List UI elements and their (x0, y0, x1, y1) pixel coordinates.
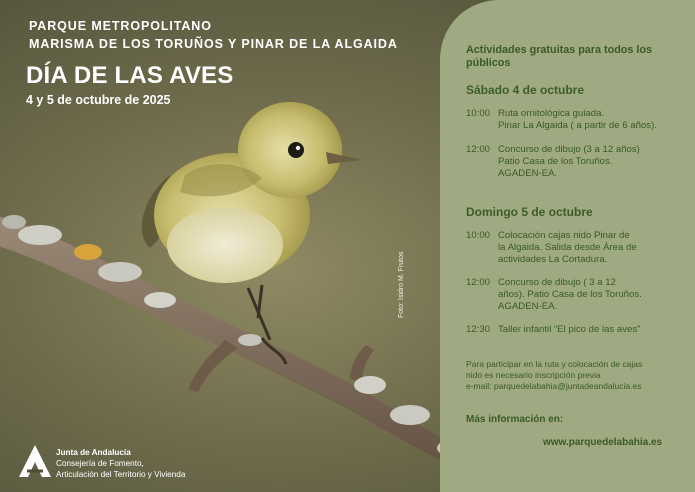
info-panel (440, 0, 695, 492)
website-link[interactable]: www.parquedelabahia.es (543, 437, 663, 448)
event-title: DÍA DE LAS AVES (26, 62, 234, 89)
more-info-label: Más información en: (466, 414, 564, 425)
schedule-text: Patio Casa de los Toruños. (498, 156, 613, 167)
schedule-item (466, 230, 691, 270)
logo-org-name: Junta de Andalucía (56, 448, 131, 457)
schedule-text: Pinar La Algaida ( a partir de 6 años). (498, 120, 657, 131)
schedule-text: Ruta ornitológica guiada. (498, 108, 605, 119)
schedule-text: Concurso de dibujo (3 a 12 años) (498, 144, 640, 155)
event-dates: 4 y 5 de octubre de 2025 (26, 93, 171, 107)
schedule-text: años). Patio Casa de los Toruños. (498, 289, 642, 300)
schedule-item (466, 277, 691, 317)
schedule-text: Colocación cajas nido Pinar de (498, 230, 630, 241)
park-name-line-1: PARQUE METROPOLITANO (29, 19, 212, 33)
registration-note-line-1: Para participar en la ruta y colocación de cajas (466, 359, 643, 369)
schedule-time: 12:30 (466, 324, 491, 335)
activities-heading-line-2: públicos (466, 57, 511, 69)
schedule-text: Concurso de dibujo ( 3 a 12 (498, 277, 616, 288)
schedule-item (466, 324, 691, 338)
schedule-time: 12:00 (466, 144, 491, 155)
schedule-item (466, 144, 691, 184)
registration-email[interactable]: e-mail: parquedelabahia@juntadeandalucia.es (466, 381, 642, 391)
schedule-text: AGADEN-EA. (498, 301, 558, 312)
schedule-text: AGADEN-EA. (498, 168, 558, 179)
logo-dept-line-2: Articulación del Territorio y Vivienda (56, 470, 186, 479)
schedule-time: 10:00 (466, 108, 491, 119)
schedule-item (466, 108, 691, 134)
activities-heading-line-1: Actividades gratuitas para todos los (466, 44, 652, 56)
schedule-time: 12:00 (466, 277, 491, 288)
registration-note-line-2: nido es necesario inscripción previa (466, 370, 601, 380)
logo-dept-line-1: Consejería de Fomento, (56, 459, 144, 468)
schedule-text: actividades La Cortadura. (498, 254, 608, 265)
photo-credit: Foto: Isidro M. Frutos (398, 251, 405, 318)
schedule-text: la Algaida. Salida desde Área de (498, 242, 637, 253)
park-name-line-2: MARISMA DE LOS TORUÑOS Y PINAR DE LA ALGAIDA (29, 37, 398, 51)
day-heading-sunday: Domingo 5 de octubre (466, 205, 593, 219)
day-heading-saturday: Sábado 4 de octubre (466, 83, 585, 97)
junta-logo-icon (17, 443, 53, 479)
schedule-text: Taller infantil “El pico de las aves” (498, 324, 641, 335)
schedule-time: 10:00 (466, 230, 491, 241)
